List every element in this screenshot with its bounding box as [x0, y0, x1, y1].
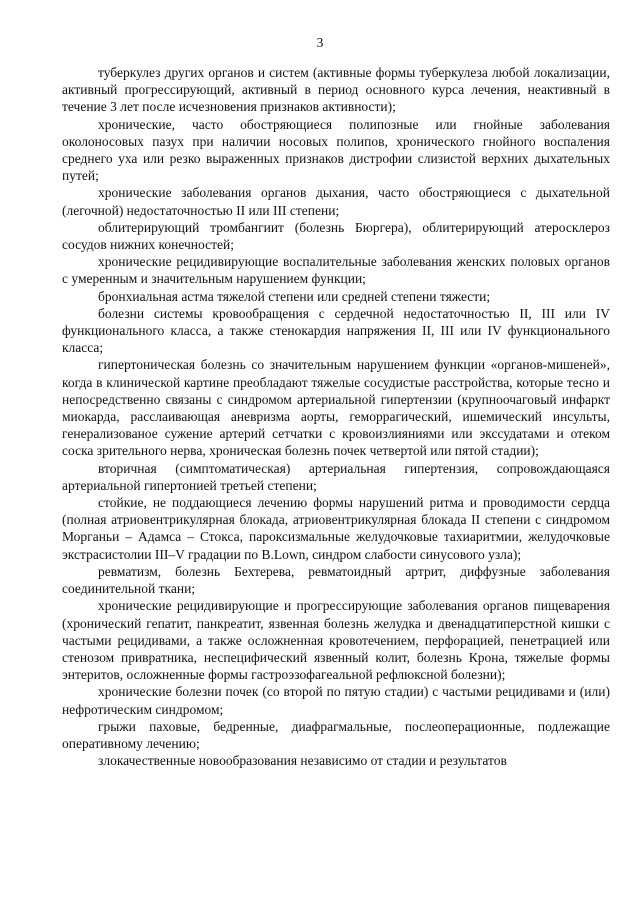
paragraph-kidney-diseases: хронические болезни почек (со второй по пятую стадии) с частыми рецидивами и (или) нефротическим синдромом;	[62, 684, 610, 717]
paragraph-gynecological-diseases: хронические рецидивирующие воспалительные заболевания женских половых органов с умеренным и значительным нарушением функции;	[62, 254, 610, 287]
paragraph-arrhythmias: стойкие, не поддающиеся лечению формы нарушений ритма и проводимости сердца (полная атриовентрикулярная блокада, атриовентрикулярная блокада II степени с синдромом Морганьи – Адамса – Стокса, пароксизмальные желудочковые тахиаритмии, желудочковые экстрасистолии III–V градации по B.Lown, синдром слабости синусового узла);	[62, 495, 610, 562]
paragraph-rheumatism: ревматизм, болезнь Бехтерева, ревматоидный артрит, диффузные заболевания соединительной ткани;	[62, 563, 610, 597]
paragraph-hypertensive-disease: гипертоническая болезнь со значительным нарушением функции «органов-мишеней», когда в клинической картине преобладают тяжелые сосудистые расстройства, которые тесно и непосредственно связаны с синдромом артериальной гипертензии (крупноочаговый инфаркт миокарда, расслаивающая аневризма аорты, геморрагический, ишемический инсульты, генерализованое сужение артерий сетчатки с кровоизлияниями или экссудатами и отеком соска зрительного нерва, хроническая болезнь почек четвертой или пятой стадии);	[62, 357, 610, 459]
paragraph-malignant-neoplasms: злокачественные новообразования независимо от стадии и результатов	[98, 753, 507, 769]
paragraph-respiratory-diseases: хронические заболевания органов дыхания, часто обостряющиеся с дыхательной (легочной) недостаточностью II или III степени;	[62, 185, 610, 218]
paragraph-bronchial-asthma: бронхиальная астма тяжелой степени или средней степени тяжести;	[98, 288, 491, 304]
paragraph-sinus-diseases: хронические, часто обостряющиеся полипозные или гнойные заболевания околоносовых пазух при наличии носовых полипов, хронического гнойного воспаления среднего уха или резко выраженных признаков дистрофии слизистой верхних дыхательных путей;	[62, 116, 610, 184]
paragraph-secondary-hypertension: вторичная (симптоматическая) артериальная гипертензия, сопровождающаяся артериальной гипертонией третьей степени;	[62, 460, 610, 493]
paragraph-thromboangiitis: облитерирующий тромбангиит (болезнь Бюргера), облитерирующий атеросклероз сосудов нижних конечностей;	[62, 219, 610, 253]
paragraph-tuberculosis: туберкулез других органов и систем (активные формы туберкулеза любой локализации, активный прогрессирующий, активный в период основного курса лечения, неактивный в течение 3 лет после исчезновения признаков активности);	[62, 65, 610, 115]
paragraph-digestive-diseases: хронические рецидивирующие и прогрессирующие заболевания органов пищеварения (хронический гепатит, панкреатит, язвенная болезнь желудка и двенадцатиперстной кишки с частыми рецидивами, а также осложненная кровотечением, перфорацией, пенетрацией или стенозом привратника, неспецифический язвенный колит, болезнь Крона, тяжелые формы энтеритов, осложненные формы гастроэзофагеальной рефлюксной болезни);	[62, 598, 610, 683]
paragraph-hernias: грыжи паховые, бедренные, диафрагмальные, послеоперационные, подлежащие оперативному лечению;	[62, 718, 610, 751]
paragraph-circulatory-diseases: болезни системы кровообращения с сердечной недостаточностью II, III или IV функционального класса, а также стенокардия напряжения II, III или IV функционального класса;	[62, 305, 610, 356]
document-body	[62, 64, 610, 769]
page-number: 3	[316, 35, 324, 50]
